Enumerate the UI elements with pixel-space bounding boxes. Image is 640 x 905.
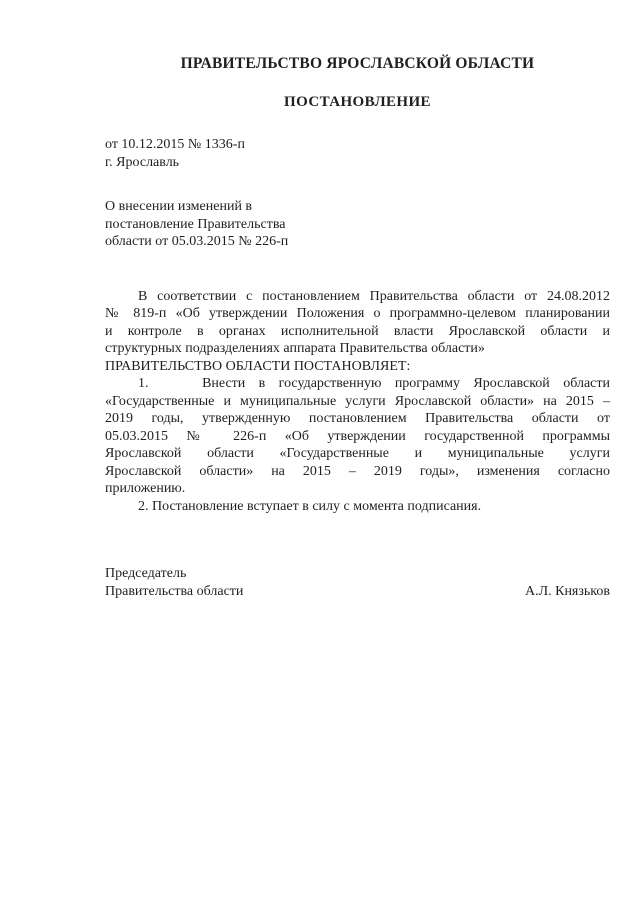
body-block [105, 288, 610, 516]
date-number-line: от 10.12.2015 № 1336-п [105, 137, 245, 152]
signer-position [105, 565, 243, 600]
doc-type-title: ПОСТАНОВЛЕНИЕ [284, 94, 431, 110]
body-line: 2019 годы, утвержденную постановлением Правительства области от [105, 411, 610, 426]
body-line: В соответствии с постановлением Правительства области от 24.08.2012 [138, 288, 610, 304]
body-line: «Государственные и муниципальные услуги Ярославской области» на 2015 – [105, 393, 610, 409]
signer-name: А.Л. Князьков [525, 583, 610, 599]
body-line: структурных подразделениях аппарата Правительства области» [105, 341, 485, 356]
body-line: Ярославской области» на 2015 – 2019 годы», изменения согласно [105, 463, 610, 479]
body-line: приложению. [105, 481, 186, 496]
body-line: 2. Постановление вступает в силу с момента подписания. [138, 498, 482, 514]
body-line: Ярославской области «Государственные и муниципальные услуги [105, 446, 610, 461]
subject-block [105, 198, 610, 251]
signer-position-line: Правительства области [105, 583, 244, 599]
org-title: ПРАВИТЕЛЬСТВО ЯРОСЛАВСКОЙ ОБЛАСТИ [180, 55, 535, 72]
body-line: ПРАВИТЕЛЬСТВО ОБЛАСТИ ПОСТАНОВЛЯЕТ: [105, 358, 411, 374]
body-line: и контроле в органах исполнительной власти Ярославской области и [105, 323, 610, 339]
body-line: № 819-п «Об утверждении Положения о программно-целевом планировании [105, 306, 610, 321]
subject-line: области от 05.03.2015 № 226-п [105, 234, 289, 249]
meta-block [105, 136, 610, 171]
signer-position-line: Председатель [105, 566, 187, 581]
subject-line: постановление Правительства [105, 216, 286, 232]
subject-line: О внесении изменений в [105, 199, 253, 214]
signature-block [105, 565, 610, 600]
body-line: 1. Внести в государственную программу Ярославской области [138, 376, 610, 391]
city-line: г. Ярославль [105, 154, 180, 170]
body-line: 05.03.2015 № 226-п «Об утверждении государственной программы [105, 428, 610, 444]
